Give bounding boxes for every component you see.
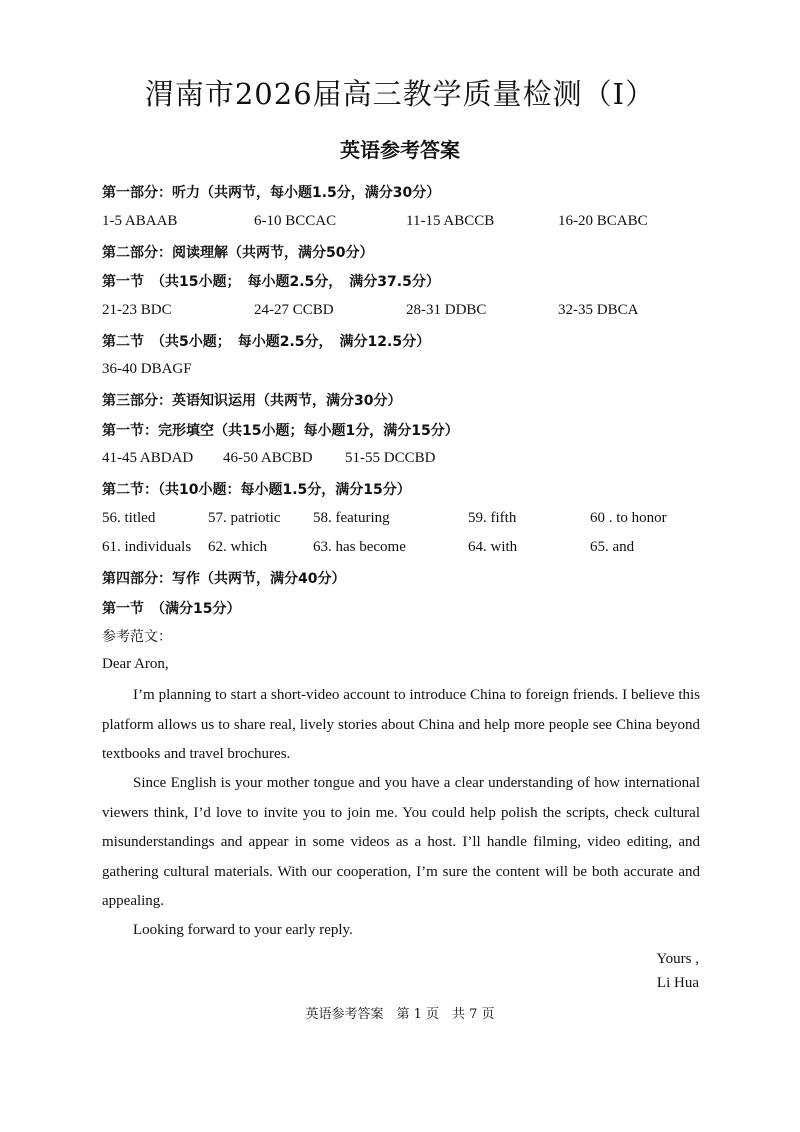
part2-s1-answer-1: 21-23 BDC [102,302,172,318]
part3-s2-answer-61: 61. individuals [102,539,192,555]
part3-s2-answer-56: 56. titled [102,510,156,526]
part3-s1-answer-3: 51-55 DCCBD [345,450,436,466]
part3-s2-answer-60: 60 . to honor [590,510,667,526]
part2-s1-answer-4: 32-35 DBCA [558,302,639,318]
part2-s1-answer-3: 28-31 DDBC [406,302,487,318]
letter-signature: Li Hua [656,975,699,991]
letter-greeting: Dear Aron, [102,656,169,672]
letter-paragraph-3: Looking forward to your early reply. [133,922,353,938]
part3-s2-answer-65: 65. and [590,539,635,555]
part3-s2-answer-64: 64. with [468,539,518,555]
page-footer: 英语参考答案 第 1 页 共 7 页 [305,1007,495,1022]
sample-essay-label: 参考范文： [102,629,172,645]
part3-heading: 第三部分：英语知识运用（共两节，满分30分） [102,393,402,409]
part1-answer-2: 6-10 BCCAC [254,213,337,229]
part4-heading: 第四部分：写作（共两节，满分40分） [102,571,346,587]
part3-s2-answer-58: 58. featuring [313,510,390,526]
part1-heading: 第一部分：听力（共两节，每小题1.5分，满分30分） [102,185,441,201]
letter-closing: Yours , [656,951,699,967]
part3-s2-answer-59: 59. fifth [468,510,517,526]
part2-s1-answer-2: 24-27 CCBD [254,302,334,318]
part3-section2-heading: 第二节：（共10小题：每小题1.5分，满分15分） [102,482,411,498]
part2-s2-answer-1: 36-40 DBAGF [102,361,192,377]
part1-answer-3: 11-15 ABCCB [406,213,495,229]
part1-answer-4: 16-20 BCABC [558,213,648,229]
part3-s2-answer-57: 57. patriotic [208,510,281,526]
part3-s2-answer-62: 62. which [208,539,268,555]
page-subtitle: 英语参考答案 [340,138,460,162]
part2-heading: 第二部分：阅读理解（共两节，满分50分） [102,245,374,261]
part3-s1-answer-1: 41-45 ABDAD [102,450,194,466]
part3-section1-heading: 第一节：完形填空（共15小题；每小题1分，满分15分） [102,423,459,439]
letter-paragraph-2: Since English is your mother tongue and you have a clear understanding of how international viewers think, I’d love to invite you to join me. You could help polish the scripts, check cultural misunderstandings and appear in some videos as a host. I’ll handle filming, video editing, and gathering cultural materials. With our cooperation, I’m sure the content will be both accurate and appealing. [102,775,700,909]
part3-s2-answer-63: 63. has become [313,539,406,555]
part4-section1-heading: 第一节 （满分15分） [102,601,241,617]
part1-answer-1: 1-5 ABAAB [102,213,178,229]
page-title: 渭南市2026届高三教学质量检测（Ⅰ） [144,77,656,111]
part2-section2-heading: 第二节 （共5小题； 每小题2.5分， 满分12.5分） [102,334,431,350]
letter-paragraph-1: I’m planning to start a short-video account to introduce China to foreign friends. I believe this platform allows us to share real, lively stories about China and help more people see China beyond textbooks and travel brochures. [102,687,700,762]
part2-section1-heading: 第一节 （共15小题； 每小题2.5分， 满分37.5分） [102,274,440,290]
part3-s1-answer-2: 46-50 ABCBD [223,450,313,466]
